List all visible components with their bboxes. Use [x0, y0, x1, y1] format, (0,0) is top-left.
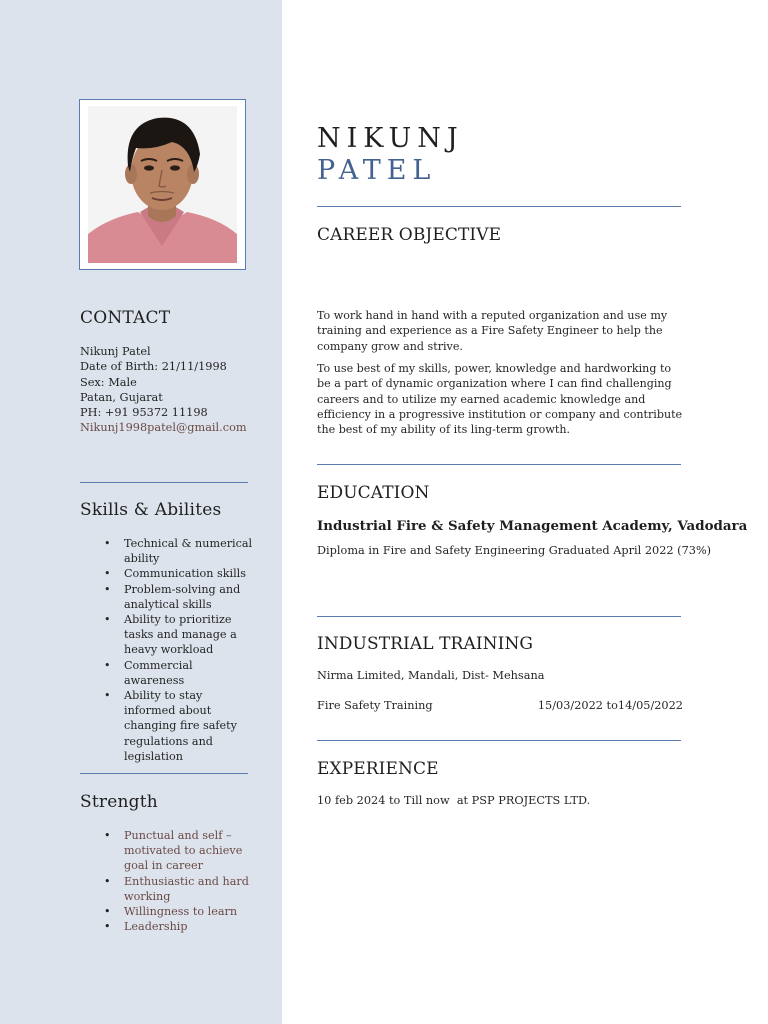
- contact-location: Patan, Gujarat: [80, 390, 163, 404]
- sidebar-divider: [80, 773, 248, 774]
- name-first: NIKUNJ: [317, 123, 464, 154]
- contact-dob: Date of Birth: 21/11/1998: [80, 360, 227, 374]
- profile-photo-frame: [79, 99, 246, 270]
- contact-heading: CONTACT: [80, 308, 171, 328]
- education-detail: Diploma in Fire and Safety Engineering Graduated April 2022 (73%): [317, 544, 712, 557]
- profile-photo: [88, 106, 237, 263]
- training-company: Nirma Limited, Mandali, Dist- Mehsana: [317, 669, 545, 682]
- career-objective-heading: CAREER OBJECTIVE: [317, 225, 502, 245]
- skill-item: • Commercial awareness: [124, 658, 255, 688]
- section-divider: [317, 206, 681, 207]
- education-heading: EDUCATION: [317, 483, 430, 503]
- contact-details: [80, 344, 270, 436]
- section-divider: [317, 464, 681, 465]
- objective-paragraph: To work hand in hand with a reputed organization and use my training and experience as a Fire Safety Engineer to help the company grow and strive.: [317, 309, 668, 353]
- skill-item: • Communication skills: [124, 566, 255, 581]
- strength-heading: Strength: [80, 792, 158, 812]
- strength-list: [80, 828, 255, 934]
- contact-name: Nikunj Patel: [80, 345, 151, 358]
- skill-item: • Ability to stay informed about changing fire safety regulations and legislation: [124, 688, 255, 764]
- contact-sex: Sex: Male: [80, 375, 137, 389]
- skill-item: • Ability to prioritize tasks and manage a heavy workload: [124, 612, 255, 658]
- contact-email: Nikunj1998patel@gmail.com: [80, 421, 247, 435]
- strength-item: • Punctual and self – motivated to achieve goal in career: [124, 828, 255, 874]
- skill-item: • Technical & numerical ability: [124, 536, 255, 566]
- strength-item: • Willingness to learn: [124, 904, 255, 919]
- training-heading: INDUSTRIAL TRAINING: [317, 634, 534, 654]
- sidebar-divider: [80, 482, 248, 483]
- section-divider: [317, 616, 681, 617]
- contact-phone: PH: +91 95372 11198: [80, 406, 208, 420]
- objective-paragraph: To use best of my skills, power, knowledge and hardworking to be a part of dynamic organization where I can find challenging careers and to utilize my earned academic knowledge and efficiency in a progressive institution or company and contribute the best of my ability of its ling-term growth.: [317, 362, 683, 437]
- training-title: Fire Safety Training: [317, 699, 433, 712]
- experience-detail: 10 feb 2024 to Till now at PSP PROJECTS LTD.: [317, 794, 591, 807]
- strength-item: • Leadership: [124, 919, 255, 934]
- training-dates: 15/03/2022 to14/05/2022: [537, 699, 683, 712]
- strength-item: • Enthusiastic and hard working: [124, 874, 255, 904]
- skills-list: [80, 536, 255, 764]
- name-last: PATEL: [317, 155, 437, 186]
- section-divider: [317, 740, 681, 741]
- skills-heading: Skills & Abilites: [80, 500, 222, 520]
- skill-item: • Problem-solving and analytical skills: [124, 582, 255, 612]
- education-institution: Industrial Fire & Safety Management Academy, Vadodara: [317, 518, 748, 534]
- experience-heading: EXPERIENCE: [317, 759, 439, 779]
